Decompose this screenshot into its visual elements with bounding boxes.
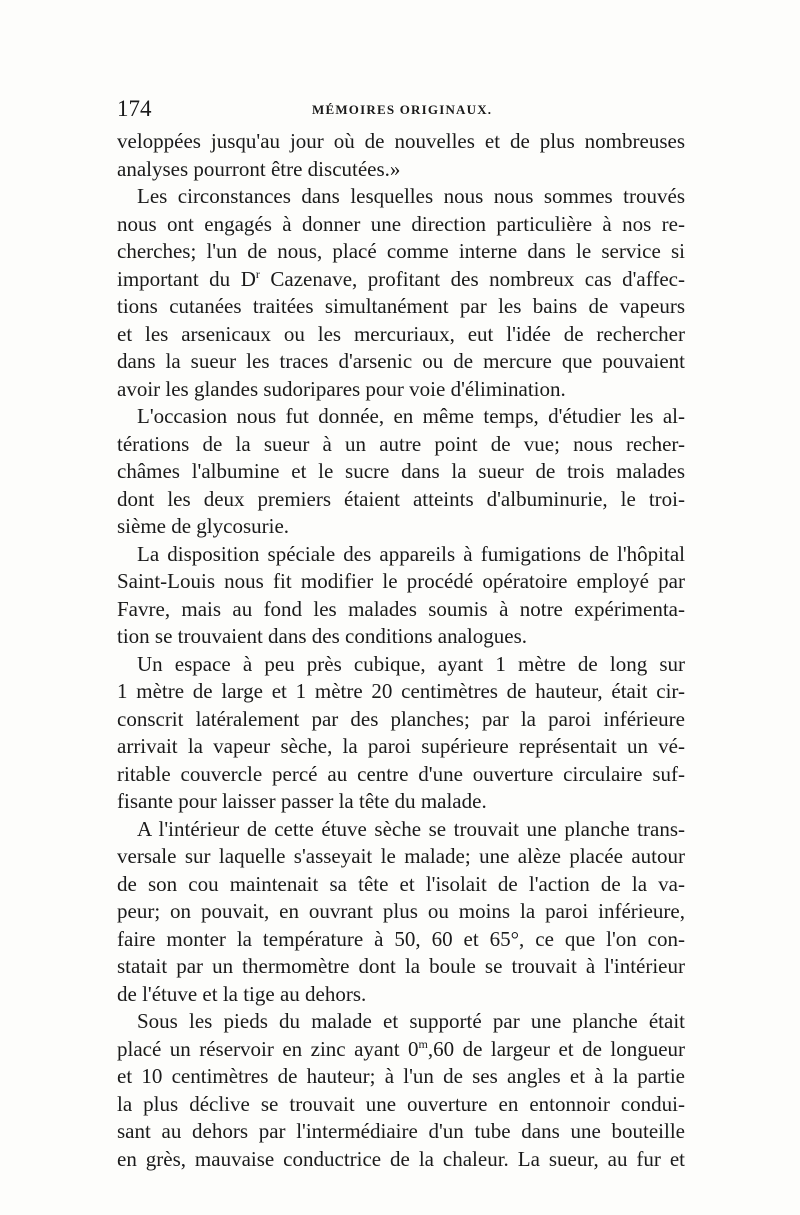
text-line: châmes l'albumine et le sucre dans la sueur de trois malades <box>117 459 685 483</box>
text-segment: Cazenave, profitant des nombreux cas d'affec- <box>259 266 685 291</box>
text-line: avoir les glandes sudoripares pour voie d'élimination. <box>117 376 566 401</box>
superscript: r <box>255 266 260 281</box>
text-segment: ,60 de largeur et de longueur <box>427 1036 685 1061</box>
text-line: térations de la sueur à un autre point de vue; nous recher- <box>117 431 685 456</box>
text-line: et 10 centimètres de hauteur; à l'un de ses angles et à la partie <box>117 1064 685 1088</box>
text-line: statait par un thermomètre dont la boule se trouvait à l'intérieur <box>117 954 685 978</box>
text-line: peur; on pouvait, en ouvrant plus ou moins la paroi inférieure, <box>117 899 685 923</box>
text-line: de son cou maintenait sa tête et l'isolait de l'action de la va- <box>117 871 685 896</box>
text-line: dont les deux premiers étaient atteints d'albuminurie, le troi- <box>117 486 685 511</box>
text-line: La disposition spéciale des appareils à fumigations de l'hôpital <box>137 541 685 566</box>
text-line: arrivait la vapeur sèche, la paroi supérieure représentait un vé- <box>117 734 685 758</box>
text-line: sième de glycosurie. <box>117 514 290 538</box>
body-text <box>117 128 685 1173</box>
text-line: Sous les pieds du malade et supporté par une planche était <box>137 1009 685 1033</box>
text-line: Les circonstances dans lesquelles nous nous sommes trouvés <box>137 184 685 208</box>
text-line: dans la sueur les traces d'arsenic ou de mercure que pouvaient <box>117 349 685 373</box>
text-line: Saint-Louis nous fit modifier le procédé opératoire employé par <box>117 569 685 593</box>
text-line: nous ont engagés à donner une direction particulière à nos re- <box>117 211 685 236</box>
text-line: faire monter la température à 50, 60 et 65°, ce que l'on con- <box>117 926 685 951</box>
text-line: en grès, mauvaise conductrice de la chaleur. La sueur, au fur et <box>117 1146 685 1171</box>
text-line: tions cutanées traitées simultanément par les bains de vapeurs <box>117 294 685 318</box>
text-line: L'occasion nous fut donnée, en même temps, d'étudier les al- <box>137 404 685 428</box>
text-line: veloppées jusqu'au jour où de nouvelles et de plus nombreuses <box>117 129 685 153</box>
text-line: tion se trouvaient dans des conditions analogues. <box>117 624 528 648</box>
text-line: Favre, mais au fond les malades soumis à notre expérimenta- <box>117 596 685 621</box>
running-title: MÉMOIRES ORIGINAUX. <box>312 102 493 117</box>
text-line: 1 mètre de large et 1 mètre 20 centimètres de hauteur, était cir- <box>117 679 685 703</box>
text-line: sant au dehors par l'intermédiaire d'un tube dans une bouteille <box>117 1119 685 1143</box>
text-line: Un espace à peu près cubique, ayant 1 mètre de long sur <box>137 651 685 676</box>
page-number: 174 <box>117 96 152 121</box>
text-line: la plus déclive se trouvait une ouverture en entonnoir condui- <box>117 1091 685 1116</box>
text-line: analyses pourront être discutées.» <box>117 156 401 181</box>
text-line: ritable couvercle percé au centre d'une ouverture circulaire suf- <box>117 761 685 786</box>
text-segment: important du D <box>117 266 256 291</box>
text-segment: placé un réservoir en zinc ayant 0 <box>117 1036 419 1061</box>
text-line: conscrit latéralement par des planches; par la paroi inférieure <box>117 706 685 731</box>
text-line: versale sur laquelle s'asseyait le malade; une alèze placée autour <box>117 844 685 868</box>
text-line: et les arsenicaux ou les mercuriaux, eut l'idée de rechercher <box>117 321 685 346</box>
text-line: fisante pour laisser passer la tête du malade. <box>117 789 487 813</box>
text-line: A l'intérieur de cette étuve sèche se trouvait une planche trans- <box>137 816 685 841</box>
running-head <box>117 96 685 122</box>
text-line <box>117 266 685 294</box>
text-line: cherches; l'un de nous, placé comme interne dans le service si <box>117 239 685 263</box>
text-line <box>117 1036 685 1064</box>
text-line: de l'étuve et la tige au dehors. <box>117 981 367 1006</box>
superscript: m <box>418 1036 428 1051</box>
